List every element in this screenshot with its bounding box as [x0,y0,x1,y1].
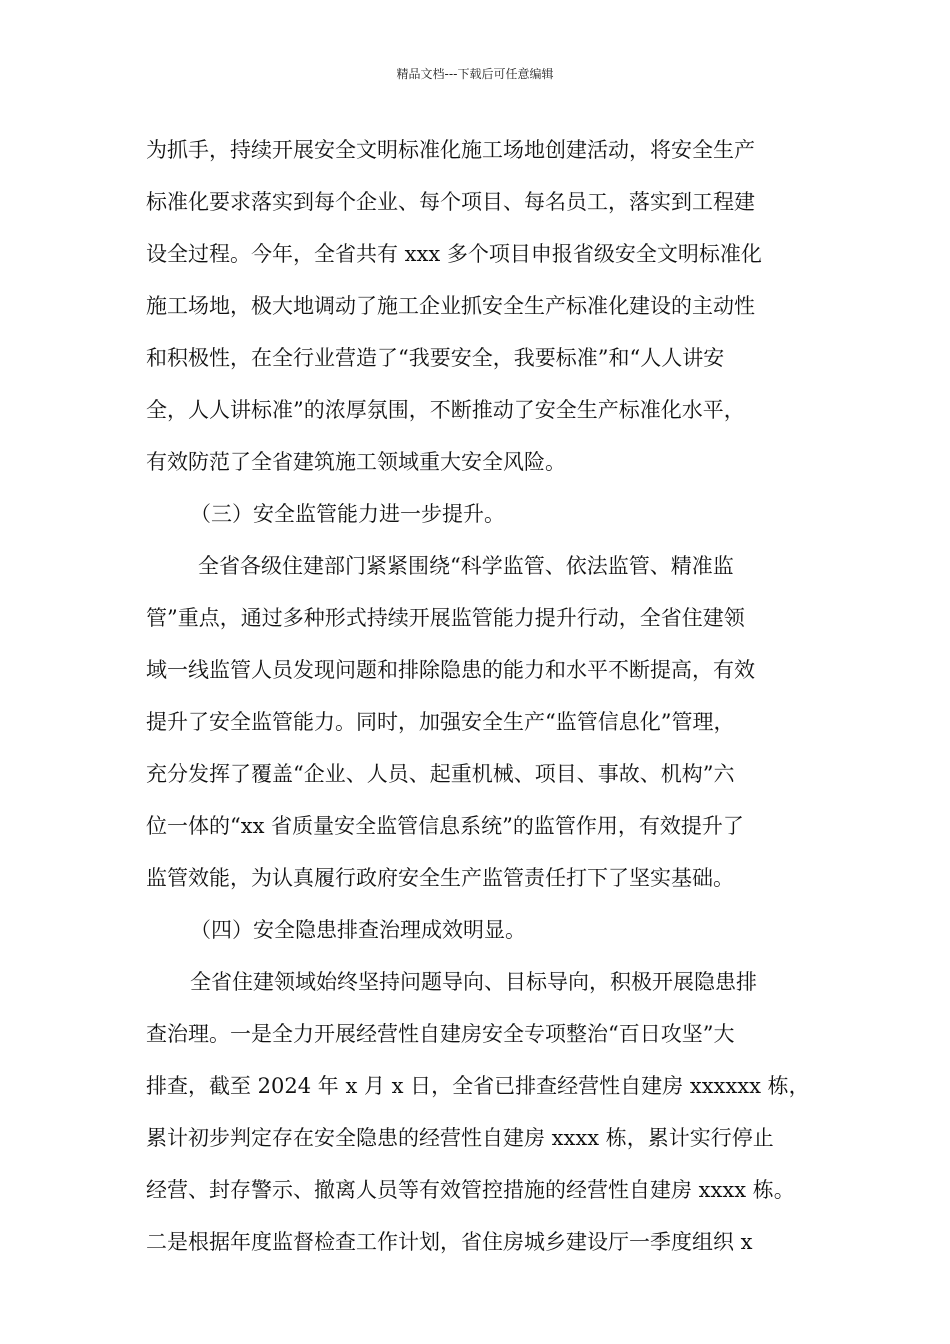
section-heading: （四）安全隐患排查治理成效明显。 [190,918,526,942]
paragraph-line: 施工场地，极大地调动了施工企业抓安全生产标准化建设的主动性 [146,294,755,318]
paragraph-line: 充分发挥了覆盖“企业、人员、起重机械、项目、事故、机构”六 [146,762,735,786]
paragraph-line: 监管效能，为认真履行政府安全生产监管责任打下了坚实基础。 [146,866,734,890]
paragraph-line: 和积极性，在全行业营造了“我要安全，我要标准”和“人人讲安 [146,346,725,370]
paragraph-line: 提升了安全监管能力。同时，加强安全生产“监管信息化”管理， [146,710,735,734]
paragraph-line: 标准化要求落实到每个企业、每个项目、每名员工，落实到工程建 [146,190,755,214]
paragraph-line: 经营、封存警示、撤离人员等有效管控措施的经营性自建房 xxxx 栋。 [146,1178,795,1202]
paragraph-line: 有效防范了全省建筑施工领域重大安全风险。 [146,450,566,474]
paragraph-line: 设全过程。今年，全省共有 xxx 多个项目申报省级安全文明标准化 [146,242,762,266]
paragraph-line: 域一线监管人员发现问题和排除隐患的能力和水平不断提高，有效 [146,658,755,682]
paragraph-line: 全，人人讲标准”的浓厚氛围，不断推动了安全生产标准化水平， [146,398,745,422]
paragraph-line: 全省住建领域始终坚持问题导向、目标导向，积极开展隐患排 [190,970,757,994]
paragraph-line: 查治理。一是全力开展经营性自建房安全专项整治“百日攻坚”大 [146,1022,735,1046]
page-header: 精品文档---下载后可任意编辑 [396,67,554,81]
paragraph-line: 累计初步判定存在安全隐患的经营性自建房 xxxx 栋，累计实行停止 [146,1126,774,1150]
document-body [146,124,826,1268]
paragraph-line: 全省各级住建部门紧紧围绕“科学监管、依法监管、精准监 [198,554,734,578]
paragraph-line: 排查，截至 2024 年 x 月 x 日，全省已排查经营性自建房 xxxxxx 栋， [146,1074,810,1098]
section-heading: （三）安全监管能力进一步提升。 [190,502,505,526]
paragraph-line: 位一体的“xx 省质量安全监管信息系统”的监管作用，有效提升了 [146,814,744,838]
paragraph-line: 管”重点，通过多种形式持续开展监管能力提升行动，全省住建领 [146,606,745,630]
paragraph-line: 为抓手，持续开展安全文明标准化施工场地创建活动，将安全生产 [146,138,755,162]
paragraph-line: 二是根据年度监督检查工作计划，省住房城乡建设厅一季度组织 x [146,1230,753,1254]
